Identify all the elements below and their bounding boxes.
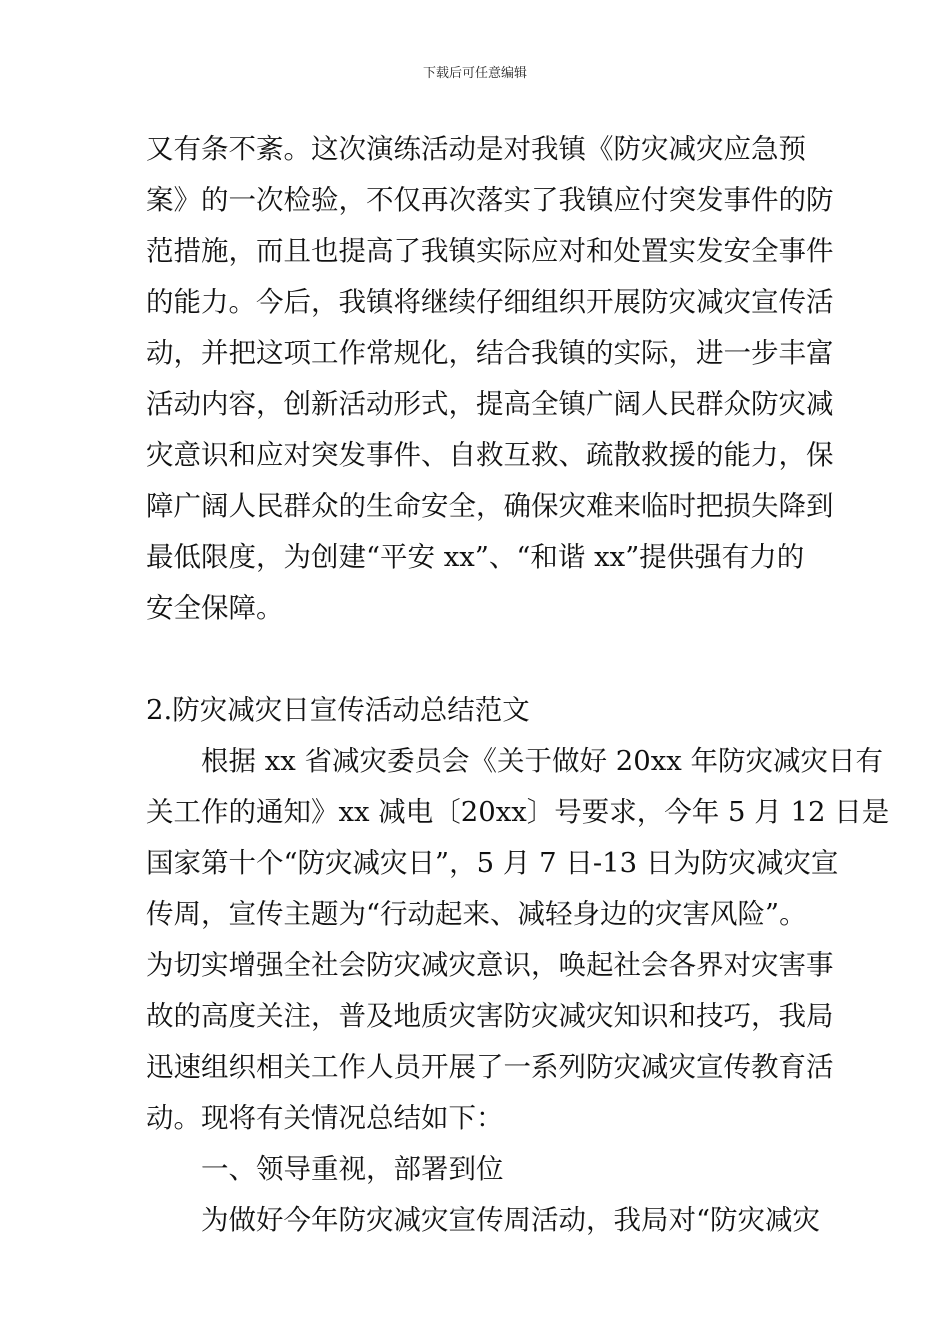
text-line: 为做好今年防灾减灾宣传周活动，我局对“防灾减灾 [201,1204,821,1236]
text-line: 根据 xx 省减灾委员会《关于做好 20xx 年防灾减灾日有 [201,745,883,777]
text-line: 动，并把这项工作常规化，结合我镇的实际，进一步丰富 [146,337,834,369]
text-line: 范措施，而且也提高了我镇实际应对和处置实发安全事件 [146,235,834,267]
text-line: 的能力。今后，我镇将继续仔细组织开展防灾减灾宣传活 [146,286,834,318]
text-line: 案》的一次检验，不仅再次落实了我镇应付突发事件的防 [146,184,834,216]
text-line: 为切实增强全社会防灾减灾意识，唤起社会各界对灾害事 [146,949,834,981]
text-line: 国家第十个“防灾减灾日”，5 月 7 日-13 日为防灾减灾宣 [146,847,839,879]
text-line: 最低限度，为创建“平安 xx”、“和谐 xx”提供强有力的 [146,541,805,573]
text-line: 安全保障。 [146,592,284,624]
paragraph-spacer [146,634,826,685]
section-title: 2.防灾减灾日宣传活动总结范文 [146,694,530,726]
paragraph-continued [146,124,834,634]
text-line: 故的高度关注，普及地质灾害防灾减灾知识和技巧，我局 [146,1000,834,1032]
text-line: 迅速组织相关工作人员开展了一系列防灾减灾宣传教育活 [146,1051,834,1083]
subheading: 一、领导重视，部署到位 [201,1153,504,1185]
text-line: 传周，宣传主题为“行动起来、减轻身边的灾害风险”。 [146,898,807,930]
text-line: 障广阔人民群众的生命安全，确保灾难来临时把损失降到 [146,490,834,522]
text-line: 动。现将有关情况总结如下： [146,1102,504,1134]
text-line: 关工作的通知》xx 减电〔20xx〕号要求，今年 5 月 12 日是 [146,796,890,828]
text-line: 灾意识和应对突发事件、自救互救、疏散救援的能力，保 [146,439,834,471]
text-line: 又有条不紊。这次演练活动是对我镇《防灾减灾应急预 [146,133,806,165]
paragraph-intro [146,736,890,1144]
page-header: 下载后可任意编辑 [422,66,527,81]
paragraph-last [146,1195,826,1246]
document-body [146,124,890,1246]
text-line: 活动内容，创新活动形式，提高全镇广阔人民群众防灾减 [146,388,834,420]
